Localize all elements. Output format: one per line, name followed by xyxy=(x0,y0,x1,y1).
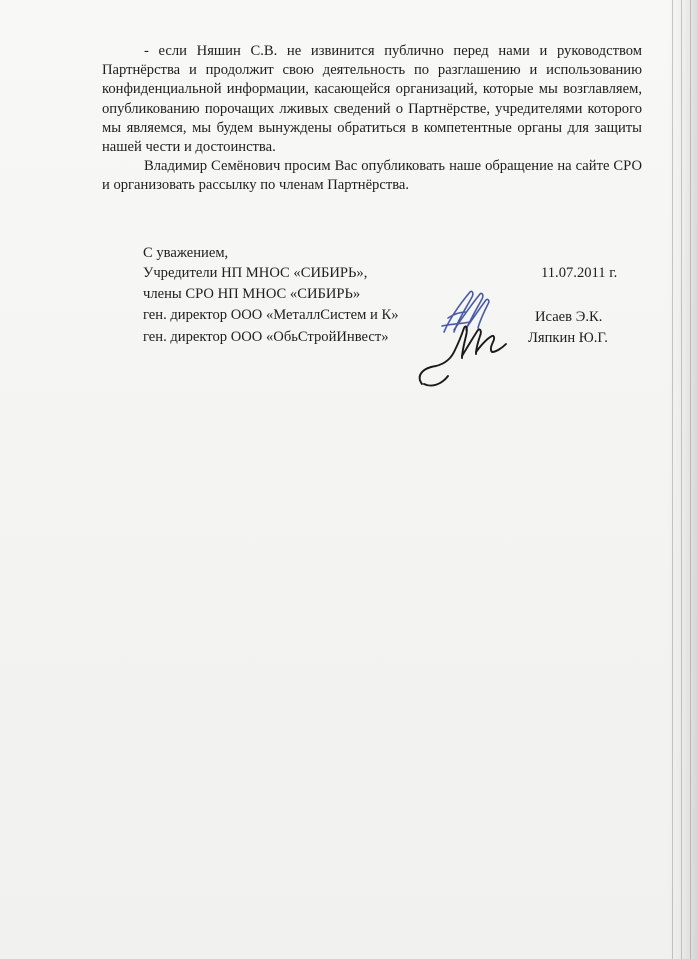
signature-black xyxy=(420,326,506,385)
scan-edge-line xyxy=(681,0,682,959)
scan-edge-line xyxy=(690,0,691,959)
closing-director-1: ген. директор ООО «МеталлСистем и К» xyxy=(143,307,399,323)
closing-regards: С уважением, xyxy=(143,245,229,261)
scan-edge-line xyxy=(672,0,673,959)
paragraph-publication-request: Владимир Семёнович просим Вас опубликовать наше обращение на сайте СРО и организовать рассылку по членам Партнёрства. xyxy=(102,158,642,194)
letter-body xyxy=(102,42,642,196)
closing-members: члены СРО НП МНОС «СИБИРЬ» xyxy=(143,286,361,302)
paragraph-apology-demand: - если Няшин С.В. не извинится публично перед нами и руководством Партнёрства и продолжит свою деятельность по разглашению и использованию конфиденциальной информации, касающейся организаций, которые мы возглавляем, опубликованию порочащих лживых сведений о Партнёрстве, учредителями которого мы являемся, мы будем вынуждены обратиться в компетентные органы для защиты нашей чести и достоинства. xyxy=(102,43,642,156)
handwritten-signatures xyxy=(414,284,534,404)
signatory-name-1: Исаев Э.К. xyxy=(535,309,603,325)
letter-date: 11.07.2011 г. xyxy=(541,265,618,281)
closing-founders: Учредители НП МНОС «СИБИРЬ», xyxy=(143,265,368,281)
closing-director-2: ген. директор ООО «ОбьСтройИнвест» xyxy=(143,329,389,345)
signatory-name-2: Ляпкин Ю.Г. xyxy=(528,330,608,346)
